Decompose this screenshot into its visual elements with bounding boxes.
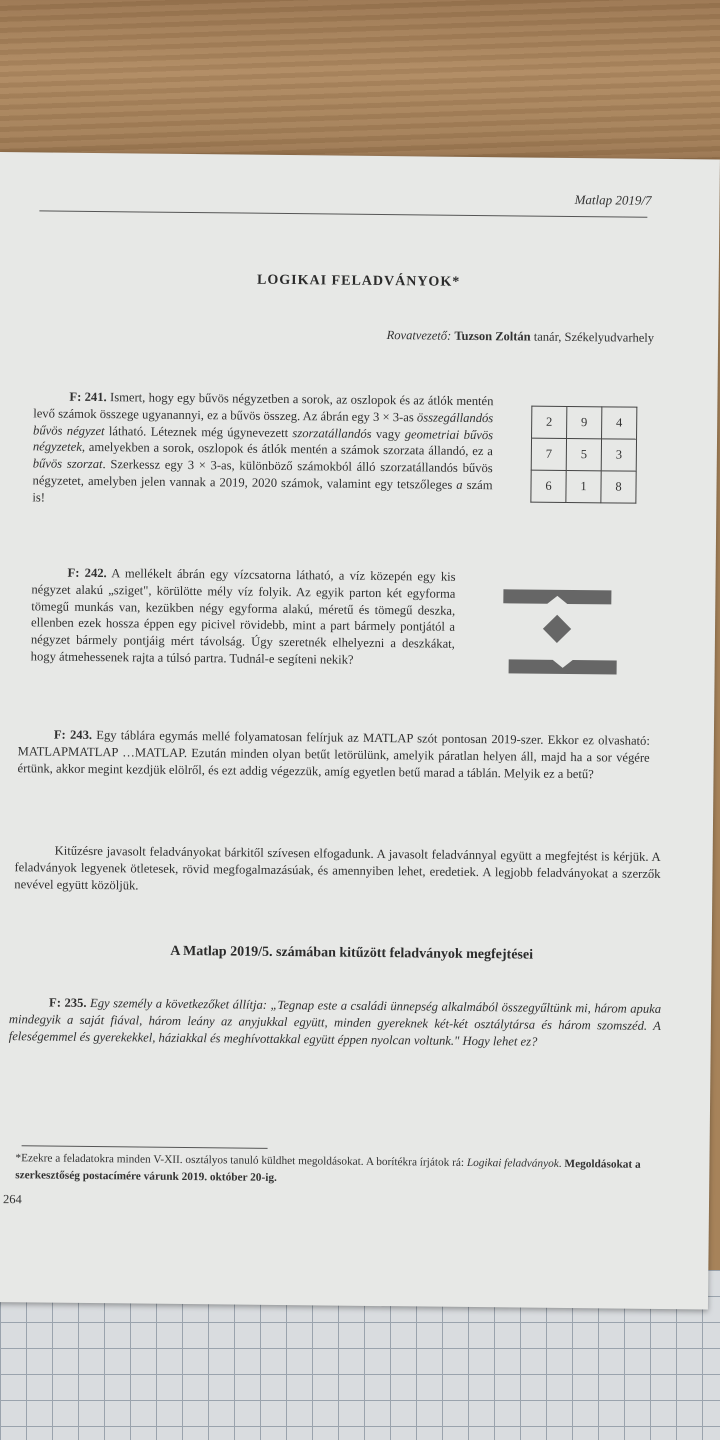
magic-square-cell: 8 <box>601 471 636 503</box>
problem-235 <box>9 994 661 1051</box>
magic-square-cell: 6 <box>531 470 566 502</box>
canal-diagram <box>501 585 622 678</box>
problem-241-text-4: , amelyekben a sorok, oszlopok és átlók mentén a számok szorzata állandó, ez a <box>81 440 493 459</box>
magic-square-cell: 2 <box>532 406 567 438</box>
footnote-text-1: *Ezekre a feladatokra minden V-XII. osztályos tanuló küldhet megoldásokat. A borítékra írjátok rá: <box>15 1152 467 1169</box>
magic-square-cell: 5 <box>566 438 601 470</box>
page-number: 264 <box>2 1192 22 1207</box>
magic-square <box>530 406 637 504</box>
footnote-bold: Megoldásokat a szerkesztőség postacímére várunk 2019. október 20-ig. <box>15 1157 641 1184</box>
problem-241 <box>32 388 493 510</box>
problem-235-quote: „Tegnap este a családi ünnepség alkalmából összegyűltünk mi, három apuka mindegyik a saját fiával, három leány az anyjukkal együtt, minden gyereknek két-két osztálytársa és három szomszéd. A feleségemmel és gyerekekkel, háziakkal és meghívottakkal együtt éppen nyolcan voltunk." Hogy lehet ez? <box>8 997 662 1049</box>
island-square <box>543 615 571 643</box>
magic-square-cell: 4 <box>602 407 637 439</box>
problem-241-italic-2: szorzatállandós <box>292 425 372 441</box>
canal-bottom-bank <box>509 659 617 674</box>
footnote-italic: Logikai feladványok <box>466 1156 559 1170</box>
magazine-page <box>0 152 720 1309</box>
canal-top-bank <box>503 589 611 604</box>
problem-243 <box>17 726 649 783</box>
editor-details: tanár, Székelyudvarhely <box>533 329 655 345</box>
problem-235-id: F: 235. <box>49 995 87 1010</box>
problem-241-italic-4: bűvös szorzat <box>32 456 103 472</box>
problem-241-text-1: Ismert, hogy egy bűvös négyzetben a sorok, az oszlopok és az átlók mentén levő számok összege ugyanannyi, ez a bűvös összeg. Az ábrán egy 3 × 3-as <box>33 390 494 425</box>
magic-square-cell: 3 <box>601 439 636 471</box>
solutions-heading: A Matlap 2019/5. számában kitűzött feladványok megfejtései <box>170 943 534 963</box>
problem-241-italic-3: geometriai bűvös négyzetek <box>32 426 494 455</box>
problem-242-text: A mellékelt ábrán egy vízcsatorna látható, a víz közepén egy kis négyzet alakú „sziget", körülötte mély víz folyik. Az egyik parton két egyforma tömegű munkás van, kezükben négy egyforma alakú, méretű és tömegű deszka, ellenben ezek hossza éppen egy picivel rövidebb, mint a part bármely pontjától a négyzet bármely pontjáig mért távolság. Úgy szeretnék elhelyezni a deszkákat, hogy átmehessenek rajta a túlsó partra. Tudnál-e segíteni nekik? <box>30 566 456 667</box>
problem-241-text-6: szám is! <box>32 477 493 505</box>
footnote-rule <box>22 1145 268 1149</box>
column-editor <box>387 328 655 346</box>
problem-242 <box>31 564 456 669</box>
running-head: Matlap 2019/7 <box>574 192 652 208</box>
header-rule <box>39 210 647 217</box>
submission-info: Kitűzésre javasolt feladványokat bárkitől szívesen elfogadunk. A javasolt feladvánnyal együtt a megfejtést is kérjük. A feladványok legyenek ötletesek, rövid megfogalmazásúak, és amennyiben lehet, eredetiek. A legjobb feladványokat a szerzők nevével együtt közöljük. <box>14 843 661 893</box>
problem-241-text-3: vagy <box>371 426 405 441</box>
magic-square-cell: 7 <box>531 438 566 470</box>
footnote-text-2: . <box>558 1157 565 1170</box>
problem-241-text-5: . Szerkessz egy 3 × 3-as, különböző számokból álló szorzatállandós bűvös négyzetet, amelyben jelen vannak a 2019, 2020 számok, valamint egy tetszőleges <box>32 457 493 492</box>
problem-241-italic-5: a <box>456 477 463 492</box>
problem-241-italic-1: összegállandós bűvös négyzet <box>33 410 494 438</box>
magic-square-cell: 9 <box>567 406 602 438</box>
page-title: LOGIKAI FELADVÁNYOK* <box>256 272 461 290</box>
problem-241-text-2: látható. Léteznek még úgynevezett <box>104 423 293 440</box>
problem-243-text: Egy táblára egymás mellé folyamatosan felírjuk az MATLAP szót pontosan 2019-szer. Ekkor ez olvasható: MATLAPMATLAP …MATLAP. Ezután minden olyan betűt letörülünk, amelyik páratlan helyen áll, majd ha a sor végére értünk, akkor megint kezdjük elölről, és ezt addig végezzük, amíg egyetlen betű marad a táblán. Melyik ez a betű? <box>17 728 650 781</box>
editor-name: Tuzson Zoltán <box>454 328 531 344</box>
problem-241-id: F: 241. <box>69 389 107 405</box>
problem-243-id: F: 243. <box>53 727 93 742</box>
magic-square-cell: 1 <box>566 470 601 502</box>
footnote <box>15 1150 665 1191</box>
problem-242-id: F: 242. <box>67 565 107 581</box>
editor-role: Rovatvezető: <box>386 328 452 343</box>
problem-235-lead: Egy személy a következőket állítja: <box>89 995 268 1012</box>
